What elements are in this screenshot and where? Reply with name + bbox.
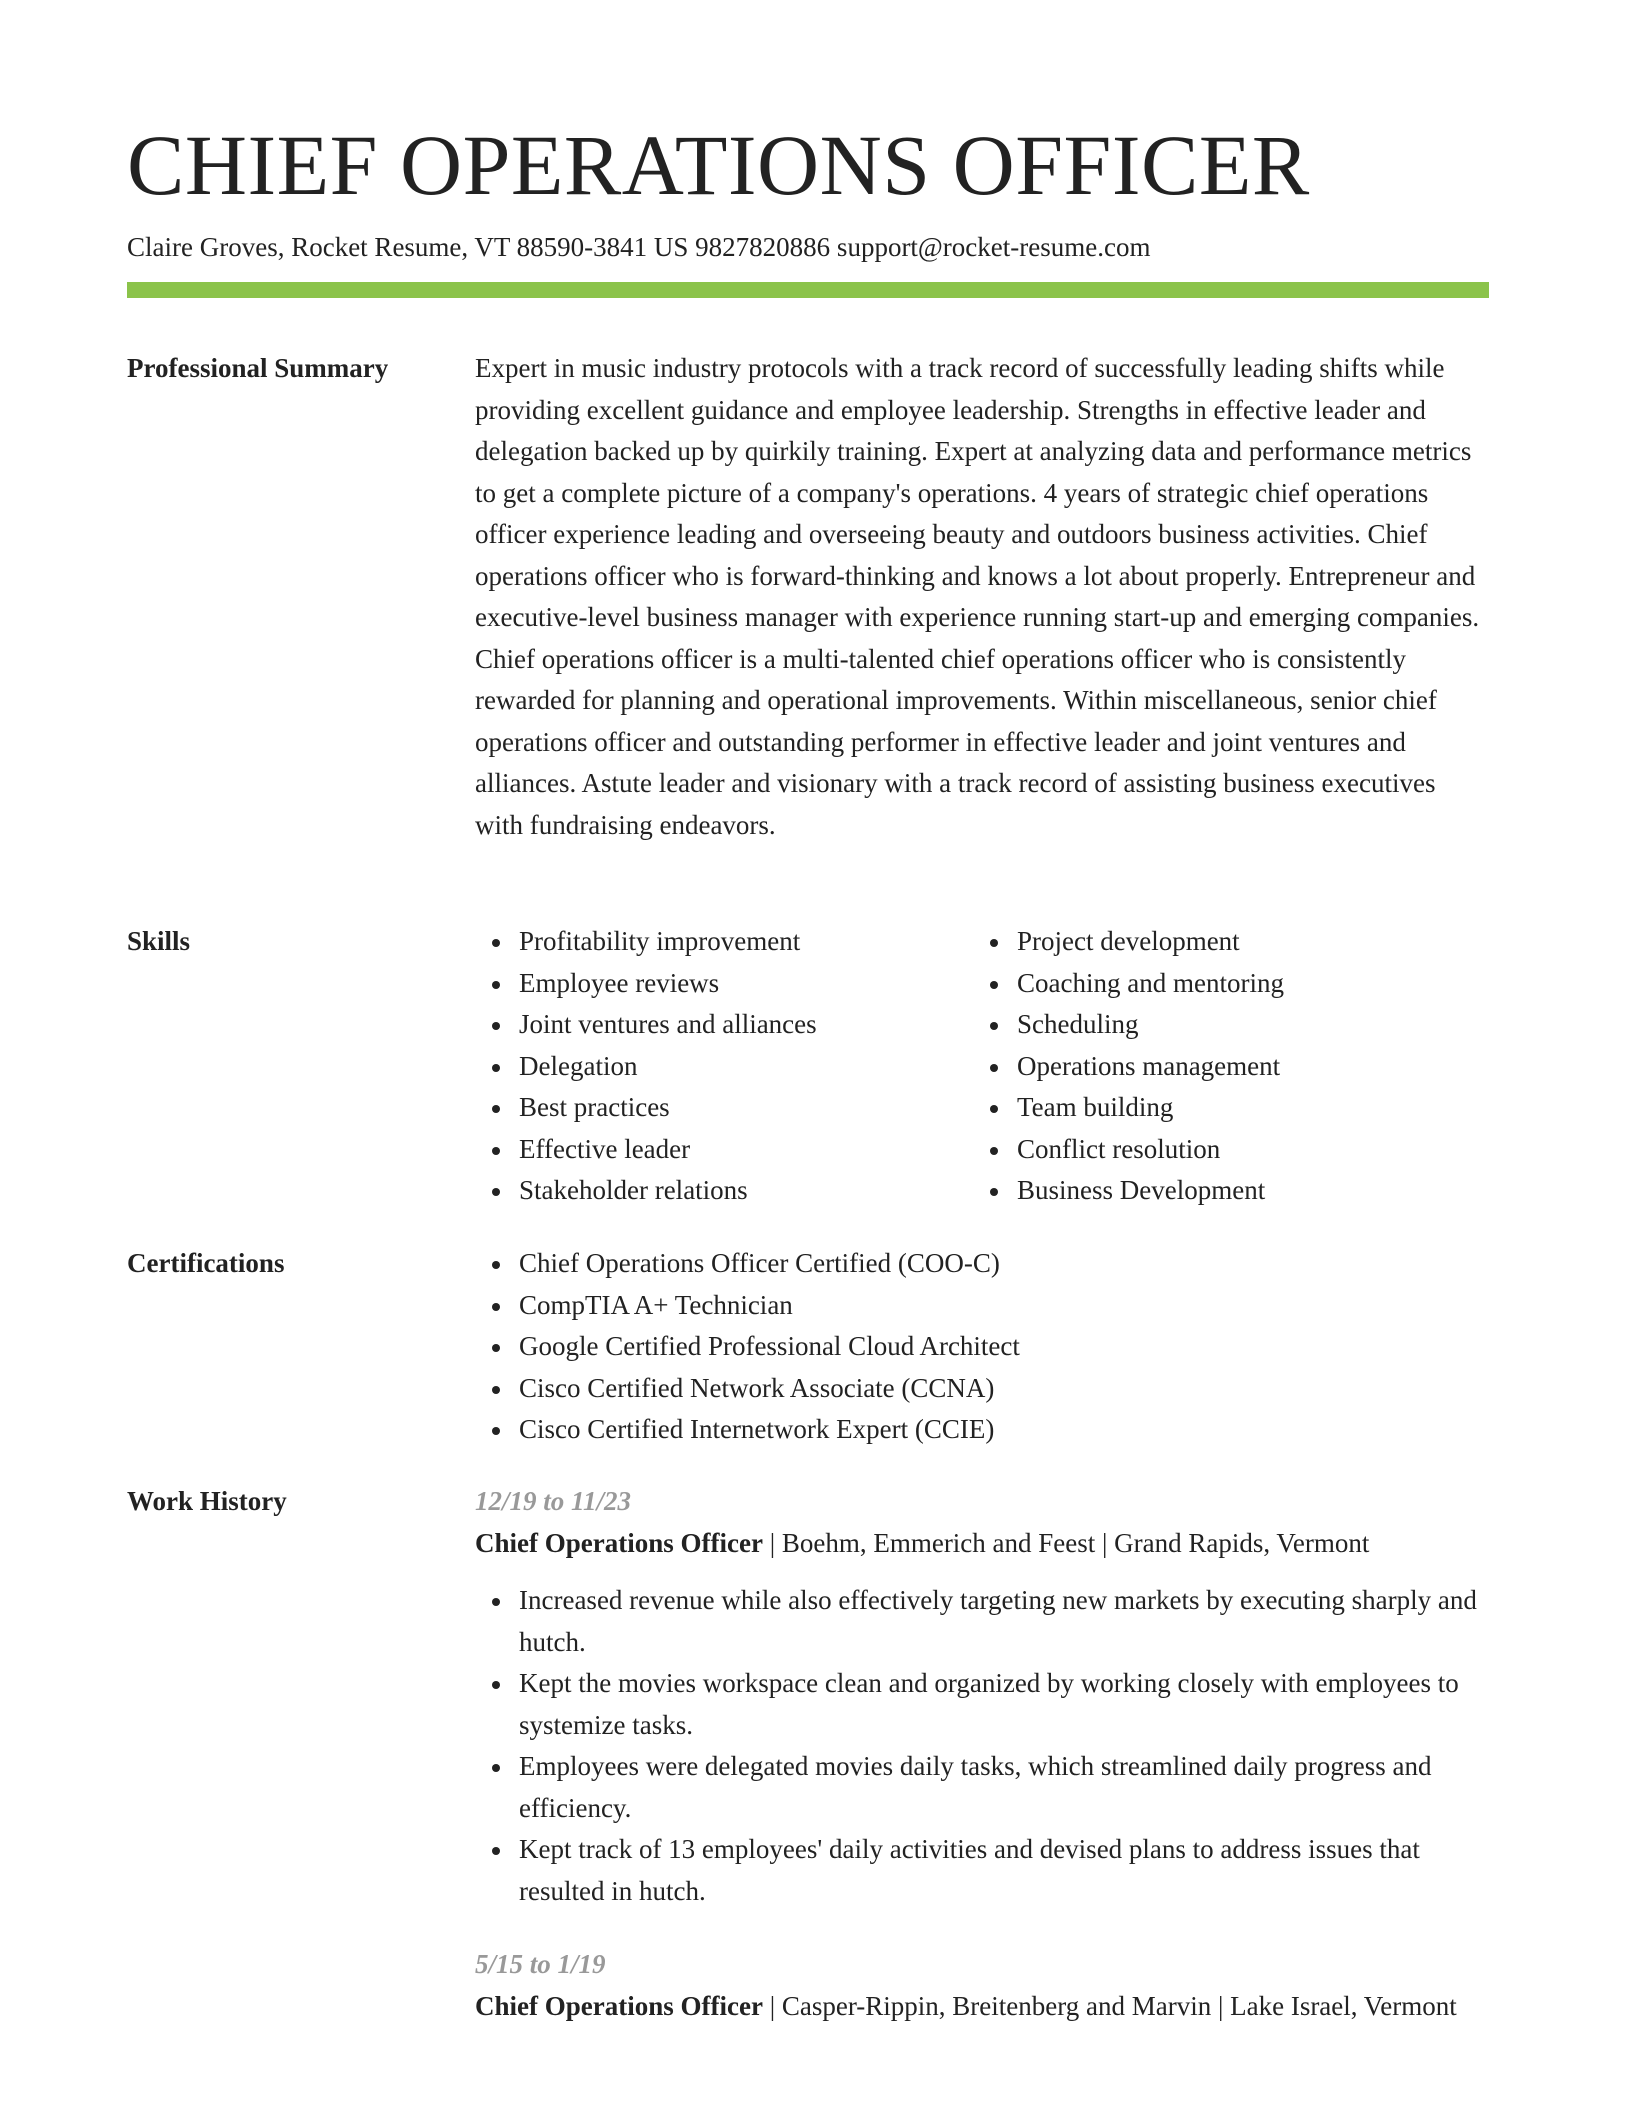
skill-item: Coaching and mentoring (1017, 963, 1471, 1005)
certification-item: CompTIA A+ Technician (519, 1285, 1489, 1327)
skill-item: Conflict resolution (1017, 1129, 1471, 1171)
job-entry (475, 1481, 1489, 1912)
work-history-heading: Work History (127, 1486, 287, 1516)
certifications-body (475, 1243, 1489, 1451)
job-dates: 12/19 to 11/23 (475, 1486, 632, 1516)
skills-body (475, 921, 1489, 1212)
skill-item: Joint ventures and alliances (519, 1004, 973, 1046)
skill-item: Project development (1017, 921, 1471, 963)
skill-item: Stakeholder relations (519, 1170, 973, 1212)
skills-heading: Skills (127, 926, 191, 956)
skill-item: Business Development (1017, 1170, 1471, 1212)
job-entry (475, 1944, 1489, 2027)
skill-item: Employee reviews (519, 963, 973, 1005)
job-title: Chief Operations Officer (475, 1527, 763, 1558)
job-bullet: Kept track of 13 employees' daily activities and devised plans to address issues that resulted in hutch. (519, 1829, 1489, 1912)
job-details: | Boehm, Emmerich and Feest | Grand Rapids, Vermont (762, 1527, 1370, 1558)
certification-item: Cisco Certified Internetwork Expert (CCIE) (519, 1409, 1489, 1451)
summary-text: Expert in music industry protocols with a track record of successfully leading shifts while providing excellent guidance and employee leadership. Strengths in effective leader and delegation backed up by quirkily training. Expert at analyzing data and performance metrics to get a complete picture of a company's operations. 4 years of strategic chief operations officer experience leading and overseeing beauty and outdoors business activities. Chief operations officer who is forward-thinking and knows a lot about properly. Entrepreneur and executive-level business manager with experience running start-up and emerging companies. Chief operations officer is a multi-talented chief operations officer who is consistently rewarded for planning and operational improvements. Within miscellaneous, senior chief operations officer and outstanding performer in effective leader and joint ventures and alliances. Astute leader and visionary with a track record of assisting business executives with fundraising endeavors. (475, 353, 1480, 840)
job-bullets (475, 1580, 1489, 1912)
certification-item: Cisco Certified Network Associate (CCNA) (519, 1368, 1489, 1410)
summary-body (475, 348, 1489, 846)
contact-line: Claire Groves, Rocket Resume, VT 88590-3841 US 9827820886 support@rocket-resume.com (127, 232, 1151, 262)
certifications-heading: Certifications (127, 1248, 285, 1278)
certification-item: Chief Operations Officer Certified (COO-C) (519, 1243, 1489, 1285)
job-bullet: Kept the movies workspace clean and organized by working closely with employees to systemize tasks. (519, 1663, 1489, 1746)
resume-title: CHIEF OPERATIONS OFFICER (127, 117, 1310, 213)
skill-item: Delegation (519, 1046, 973, 1088)
skill-item: Scheduling (1017, 1004, 1471, 1046)
certification-item: Google Certified Professional Cloud Architect (519, 1326, 1489, 1368)
job-bullet: Employees were delegated movies daily tasks, which streamlined daily progress and efficiency. (519, 1746, 1489, 1829)
header-divider (127, 282, 1489, 298)
job-line (475, 1986, 1489, 2028)
job-details: | Casper-Rippin, Breitenberg and Marvin | Lake Israel, Vermont (762, 1990, 1457, 2021)
skill-item: Team building (1017, 1087, 1471, 1129)
work-history-body (475, 1481, 1489, 2027)
skills-column-right (973, 921, 1471, 1212)
job-bullet: Increased revenue while also effectively targeting new markets by executing sharply and hutch. (519, 1580, 1489, 1663)
skill-item: Best practices (519, 1087, 973, 1129)
job-line (475, 1523, 1489, 1565)
skill-item: Profitability improvement (519, 921, 973, 963)
summary-heading: Professional Summary (127, 353, 389, 383)
job-title: Chief Operations Officer (475, 1990, 763, 2021)
skills-column-left (475, 921, 973, 1212)
skill-item: Operations management (1017, 1046, 1471, 1088)
skill-item: Effective leader (519, 1129, 973, 1171)
job-dates: 5/15 to 1/19 (475, 1949, 606, 1979)
